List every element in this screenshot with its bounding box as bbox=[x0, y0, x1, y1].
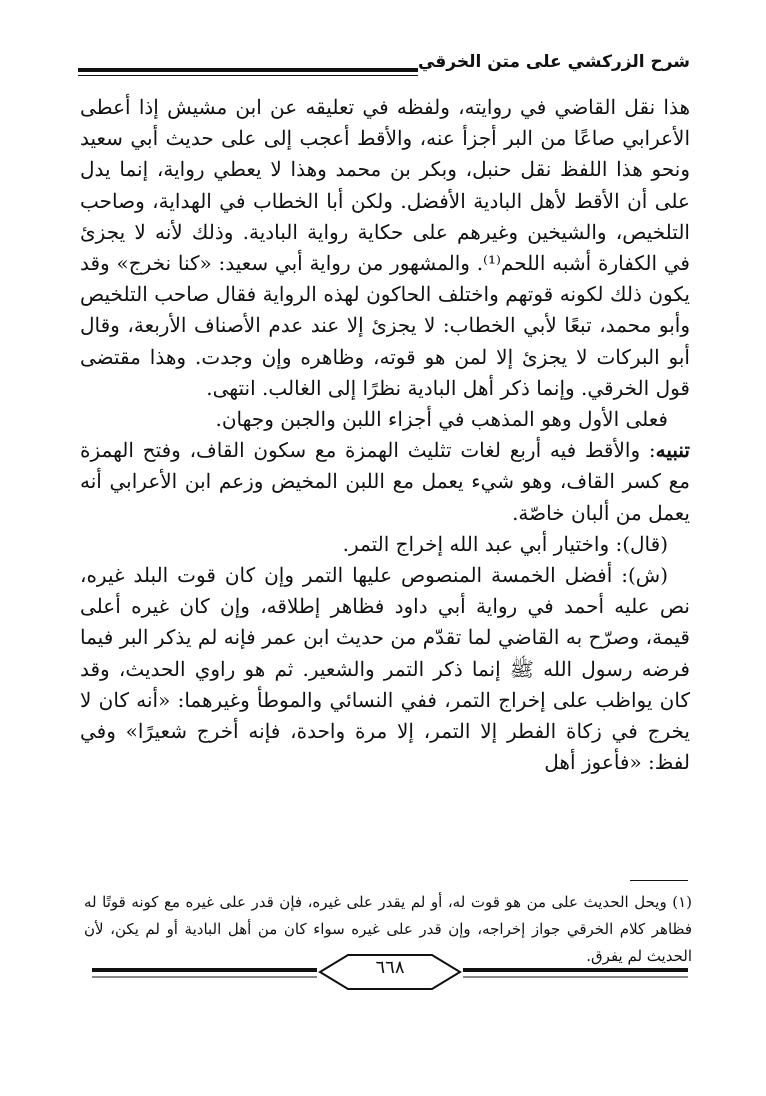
running-title: شرح الزركشي على متن الخرقي bbox=[417, 52, 690, 72]
page-header bbox=[78, 50, 690, 84]
note-paragraph bbox=[80, 435, 690, 529]
note-label: تنبيه bbox=[655, 438, 690, 463]
paragraph-2: فعلى الأول وهو المذهب في أجزاء اللبن والجبن وجهان. bbox=[215, 407, 668, 432]
sharh-paragraph: (ش): أفضل الخمسة المنصوص عليها التمر وإن كان قوت البلد غيره، نص عليه أحمد في رواية أبي داود فظاهر إطلاقه، وإن كان غيره أعلى قيمة، وصرّح به القاضي لما تقدّم من حديث ابن عمر فإنه لم يذكر البر فيما فرضه رسول الله ﷺ إنما ذكر التمر والشعير. ثم هو راوي الحديث، وقد كان يواظب على إخراج التمر، ففي النسائي والموطأ وغيرهما: «أنه كان لا يخرج في زكاة الفطر إلا التمر، إلا مرة واحدة، فإنه أخرج شعيرًا» وفي لفظ: «فأعوز أهل bbox=[80, 563, 690, 775]
paragraph-1: هذا نقل القاضي في روايته، ولفظه في تعليقه عن ابن مشيش إذا أعطى الأعرابي صاعًا من البر أجزأ عنه، والأقط أعجب إلى على حديث أبي سعيد ونحو هذا اللفظ نقل حنبل، وبكر بن محمد وهذا لا يعطي رواية، إنما يدل على أن الأقط لأهل البادية الأفضل. ولكن أبا الخطاب في الهداية، وصاحب التلخيص، والشيخين وغيرهم على حكاية رواية البادية. وذلك لأنه لا يجزئ في الكفارة أشبه اللحم⁽¹⁾. والمشهور من رواية أبي سعيد: «كنا نخرج» وقد يكون ذلك لكونه قوتهم واختلف الحاكون لهذه الرواية فقال صاحب التلخيص وأبو محمد، تبعًا لأبي الخطاب: لا يجزئ إلا عند عدم الأصناف الأربعة، وقال أبو البركات لا يجزئ إلا لمن هو قوته، وظاهره وإن وجدت. وهذا مقتضى قول الخرقي. وإنما ذكر أهل البادية نظرًا إلى الغالب. انتهى. bbox=[80, 95, 690, 400]
header-rule-thin bbox=[78, 75, 418, 76]
qal-paragraph: (قال): واختيار أبي عبد الله إخراج التمر. bbox=[342, 531, 668, 556]
header-rule-thick bbox=[78, 68, 418, 72]
page-number: ٦٦٨ bbox=[375, 957, 405, 978]
page-footer bbox=[92, 952, 688, 992]
main-text bbox=[80, 92, 690, 778]
footnote-separator bbox=[630, 880, 688, 881]
note-text: : والأقط فيه أربع لغات تثليث الهمزة مع سكون القاف، وفتح الهمزة مع كسر القاف، وهو شيء يعمل مع اللبن المخيض وزعم ابن الأعرابي أنه يعمل من ألبان خاصّة. bbox=[80, 438, 690, 525]
footnote-1: (١) ويحل الحديث على من هو قوت له، أو لم يقدر على غيره، فإن قدر على غيره مع كونه قوتًا له فظاهر كلام الخرقي جواز إخراجه، وإن قدر على غيره سواء كان من أهل البادية أو لم يكن، لأن الحديث لم يفرق. bbox=[84, 893, 692, 965]
